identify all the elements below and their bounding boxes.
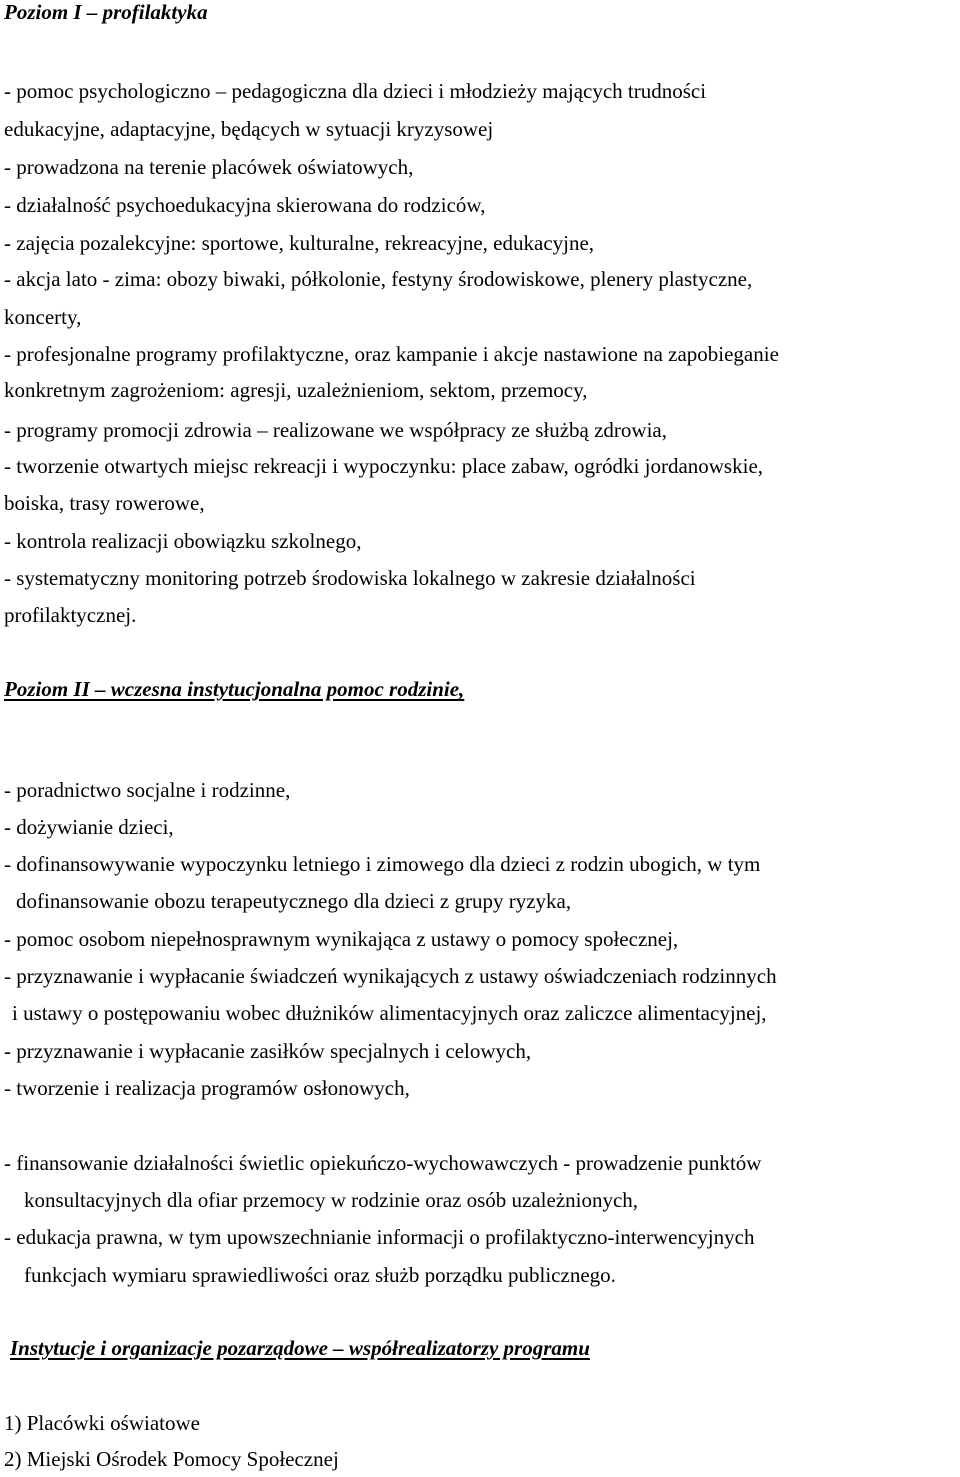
section2-line: - przyznawanie i wypłacanie świadczeń wynikających z ustawy oświadczeniach rodzinnych [4,964,777,988]
section1-line: konkretnym zagrożeniom: agresji, uzależnieniom, sektom, przemocy, [4,378,588,402]
section1-line: edukacyjne, adaptacyjne, będących w sytuacji kryzysowej [4,117,494,141]
section2-line: - poradnictwo socjalne i rodzinne, [4,778,291,802]
section2-line: dofinansowanie obozu terapeutycznego dla dzieci z grupy ryzyka, [16,889,572,913]
section1-line: boiska, trasy rowerowe, [4,491,205,515]
section2-line: - finansowanie działalności świetlic opiekuńczo-wychowawczych - prowadzenie punktów [4,1151,762,1175]
section2-line: funkcjach wymiaru sprawiedliwości oraz służb porządku publicznego. [24,1263,616,1287]
section1-line: - zajęcia pozalekcyjne: sportowe, kulturalne, rekreacyjne, edukacyjne, [4,231,595,255]
section3-heading: Instytucje i organizacje pozarządowe – współrealizatorzy programu [10,1336,590,1360]
section1-line: - akcja lato - zima: obozy biwaki, półkolonie, festyny środowiskowe, plenery plastyczne, [4,267,753,291]
section2-line: - dofinansowywanie wypoczynku letniego i zimowego dla dzieci z rodzin ubogich, w tym [4,852,761,876]
section2-line: konsultacyjnych dla ofiar przemocy w rodzinie oraz osób uzależnionych, [24,1188,639,1212]
section3-item: 2) Miejski Ośrodek Pomocy Społecznej [4,1447,339,1471]
section2-line: i ustawy o postępowaniu wobec dłużników alimentacyjnych oraz zaliczce alimentacyjnej, [12,1001,767,1025]
section2-line: - przyznawanie i wypłacanie zasiłków specjalnych i celowych, [4,1039,532,1063]
section1-heading: Poziom I – profilaktyka [4,0,208,24]
section1-line: - tworzenie otwartych miejsc rekreacji i wypoczynku: place zabaw, ogródki jordanowskie, [4,454,764,478]
section1-line: - działalność psychoedukacyjna skierowana do rodziców, [4,193,486,217]
section2-line: - edukacja prawna, w tym upowszechnianie informacji o profilaktyczno-interwencyjnych [4,1225,755,1249]
section2-heading: Poziom II – wczesna instytucjonalna pomoc rodzinie, [4,677,465,701]
section2-line: - dożywianie dzieci, [4,815,174,839]
section1-line: koncerty, [4,305,82,329]
section2-line: - pomoc osobom niepełnosprawnym wynikająca z ustawy o pomocy społecznej, [4,927,679,951]
section1-line: - profesjonalne programy profilaktyczne, oraz kampanie i akcje nastawione na zapobieganie [4,342,779,366]
section1-line: - systematyczny monitoring potrzeb środowiska lokalnego w zakresie działalności [4,566,696,590]
section1-line: - pomoc psychologiczno – pedagogiczna dla dzieci i młodzieży mających trudności [4,79,707,103]
section1-line: - kontrola realizacji obowiązku szkolnego, [4,529,362,553]
section2-line: - tworzenie i realizacja programów osłonowych, [4,1076,410,1100]
section1-line: - programy promocji zdrowia – realizowane we współpracy ze służbą zdrowia, [4,418,667,442]
section1-line: - prowadzona na terenie placówek oświatowych, [4,155,414,179]
section3-item: 1) Placówki oświatowe [4,1411,200,1435]
section1-line: profilaktycznej. [4,603,137,627]
